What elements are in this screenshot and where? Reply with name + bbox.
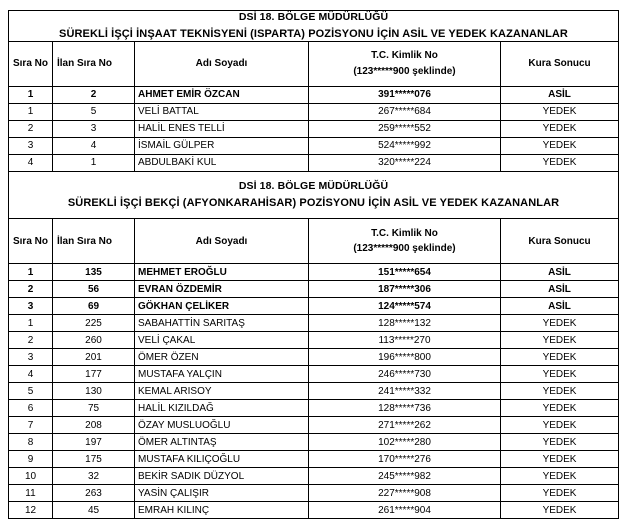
section-title-row <box>9 11 619 42</box>
cell-ilan-sira-no: 3 <box>53 120 135 137</box>
cell-kura-sonucu: YEDEK <box>501 120 619 137</box>
cell-kura-sonucu: YEDEK <box>501 417 619 434</box>
cell-kura-sonucu: YEDEK <box>501 383 619 400</box>
table-row <box>9 86 619 103</box>
section-title-row <box>9 171 619 219</box>
cell-tc-kimlik-no: 128*****132 <box>309 315 501 332</box>
table-row <box>9 485 619 502</box>
cell-adi-soyadi: HALİL KIZILDAĞ <box>135 400 309 417</box>
column-header-sira-no: Sıra No <box>9 219 53 264</box>
cell-tc-kimlik-no: 524*****992 <box>309 137 501 154</box>
table-row <box>9 434 619 451</box>
cell-ilan-sira-no: 32 <box>53 468 135 485</box>
cell-tc-kimlik-no: 271*****262 <box>309 417 501 434</box>
cell-sira-no: 1 <box>9 264 53 281</box>
cell-kura-sonucu: YEDEK <box>501 137 619 154</box>
cell-sira-no: 6 <box>9 400 53 417</box>
column-header-kura-sonucu: Kura Sonucu <box>501 219 619 264</box>
cell-tc-kimlik-no: 227*****908 <box>309 485 501 502</box>
column-header-adi-soyadi: Adı Soyadı <box>135 219 309 264</box>
section-2-title-line1: DSİ 18. BÖLGE MÜDÜRLÜĞÜ <box>238 179 389 192</box>
cell-ilan-sira-no: 263 <box>53 485 135 502</box>
sheet-body <box>9 11 619 519</box>
table-row <box>9 137 619 154</box>
cell-tc-kimlik-no: 128*****736 <box>309 400 501 417</box>
cell-sira-no: 4 <box>9 366 53 383</box>
cell-sira-no: 1 <box>9 103 53 120</box>
section-1-title-line1: DSİ 18. BÖLGE MÜDÜRLÜĞÜ <box>238 11 389 23</box>
cell-sira-no: 7 <box>9 417 53 434</box>
cell-sira-no: 2 <box>9 120 53 137</box>
cell-ilan-sira-no: 201 <box>53 349 135 366</box>
cell-sira-no: 8 <box>9 434 53 451</box>
table-row <box>9 332 619 349</box>
cell-kura-sonucu: YEDEK <box>501 468 619 485</box>
cell-kura-sonucu: YEDEK <box>501 315 619 332</box>
table-row <box>9 298 619 315</box>
cell-adi-soyadi: HALİL ENES TELLİ <box>135 120 309 137</box>
cell-sira-no: 3 <box>9 137 53 154</box>
cell-adi-soyadi: YASİN ÇALIŞIR <box>135 485 309 502</box>
cell-ilan-sira-no: 260 <box>53 332 135 349</box>
cell-adi-soyadi: İSMAİL GÜLPER <box>135 137 309 154</box>
section-1-title <box>9 11 619 42</box>
cell-adi-soyadi: VELİ BATTAL <box>135 103 309 120</box>
section-2-title <box>9 171 619 219</box>
cell-adi-soyadi: ÖMER ÖZEN <box>135 349 309 366</box>
cell-ilan-sira-no: 75 <box>53 400 135 417</box>
cell-adi-soyadi: VELİ ÇAKAL <box>135 332 309 349</box>
cell-adi-soyadi: ÖZAY MUSLUOĞLU <box>135 417 309 434</box>
cell-kura-sonucu: YEDEK <box>501 332 619 349</box>
cell-sira-no: 3 <box>9 298 53 315</box>
table-row <box>9 417 619 434</box>
cell-adi-soyadi: ÖMER ALTINTAŞ <box>135 434 309 451</box>
cell-kura-sonucu: ASİL <box>501 281 619 298</box>
cell-kura-sonucu: YEDEK <box>501 366 619 383</box>
cell-adi-soyadi: EVRAN ÖZDEMİR <box>135 281 309 298</box>
cell-adi-soyadi: KEMAL ARISOY <box>135 383 309 400</box>
cell-adi-soyadi: MEHMET EROĞLU <box>135 264 309 281</box>
table-row <box>9 103 619 120</box>
cell-kura-sonucu: YEDEK <box>501 400 619 417</box>
column-header-adi-soyadi: Adı Soyadı <box>135 41 309 86</box>
cell-tc-kimlik-no: 151*****654 <box>309 264 501 281</box>
cell-ilan-sira-no: 225 <box>53 315 135 332</box>
cell-sira-no: 11 <box>9 485 53 502</box>
cell-ilan-sira-no: 2 <box>53 86 135 103</box>
cell-tc-kimlik-no: 267*****684 <box>309 103 501 120</box>
cell-tc-kimlik-no: 246*****730 <box>309 366 501 383</box>
cell-tc-kimlik-no: 170*****276 <box>309 451 501 468</box>
cell-ilan-sira-no: 4 <box>53 137 135 154</box>
cell-adi-soyadi: SABAHATTİN SARITAŞ <box>135 315 309 332</box>
section-1-title-line2: SÜREKLİ İŞÇİ İNŞAAT TEKNİSYENİ (ISPARTA) POZİSYONU İÇİN ASİL VE YEDEK KAZANANLAR <box>59 28 568 41</box>
section-2-title-line2: SÜREKLİ İŞÇİ BEKÇİ (AFYONKARAHİSAR) POZİSYONU İÇİN ASİL VE YEDEK KAZANANLAR <box>67 196 560 209</box>
cell-tc-kimlik-no: 320*****224 <box>309 154 501 171</box>
cell-adi-soyadi: ABDULBAKİ KUL <box>135 154 309 171</box>
cell-sira-no: 10 <box>9 468 53 485</box>
cell-sira-no: 12 <box>9 502 53 519</box>
cell-ilan-sira-no: 208 <box>53 417 135 434</box>
table-row <box>9 349 619 366</box>
cell-kura-sonucu: YEDEK <box>501 349 619 366</box>
cell-sira-no: 2 <box>9 332 53 349</box>
cell-sira-no: 9 <box>9 451 53 468</box>
cell-sira-no: 5 <box>9 383 53 400</box>
cell-ilan-sira-no: 45 <box>53 502 135 519</box>
cell-kura-sonucu: YEDEK <box>501 154 619 171</box>
cell-tc-kimlik-no: 261*****904 <box>309 502 501 519</box>
table-row <box>9 468 619 485</box>
table-row <box>9 281 619 298</box>
cell-ilan-sira-no: 5 <box>53 103 135 120</box>
section-1-header-row <box>9 41 619 86</box>
cell-sira-no: 1 <box>9 315 53 332</box>
cell-adi-soyadi: MUSTAFA KILIÇOĞLU <box>135 451 309 468</box>
cell-kura-sonucu: YEDEK <box>501 103 619 120</box>
table-row <box>9 451 619 468</box>
column-header-ilan-sira-no: İlan Sıra No <box>53 219 135 264</box>
column-header-ilan-sira-no: İlan Sıra No <box>53 41 135 86</box>
cell-tc-kimlik-no: 187*****306 <box>309 281 501 298</box>
tc-header-sub: (123*****900 şeklinde) <box>353 243 456 255</box>
cell-tc-kimlik-no: 124*****574 <box>309 298 501 315</box>
cell-adi-soyadi: GÖKHAN ÇELİKER <box>135 298 309 315</box>
column-header-tc-kimlik-no <box>309 219 501 264</box>
cell-ilan-sira-no: 197 <box>53 434 135 451</box>
cell-sira-no: 3 <box>9 349 53 366</box>
column-header-kura-sonucu: Kura Sonucu <box>501 41 619 86</box>
cell-tc-kimlik-no: 259*****552 <box>309 120 501 137</box>
table-row <box>9 154 619 171</box>
cell-kura-sonucu: YEDEK <box>501 451 619 468</box>
cell-tc-kimlik-no: 113*****270 <box>309 332 501 349</box>
cell-kura-sonucu: YEDEK <box>501 485 619 502</box>
table-row <box>9 315 619 332</box>
cell-tc-kimlik-no: 391*****076 <box>309 86 501 103</box>
tc-header-main: T.C. Kimlik No <box>371 50 438 62</box>
table-row <box>9 400 619 417</box>
cell-kura-sonucu: ASİL <box>501 86 619 103</box>
cell-kura-sonucu: YEDEK <box>501 502 619 519</box>
cell-ilan-sira-no: 135 <box>53 264 135 281</box>
cell-tc-kimlik-no: 245*****982 <box>309 468 501 485</box>
cell-ilan-sira-no: 69 <box>53 298 135 315</box>
tc-header-main: T.C. Kimlik No <box>371 227 438 239</box>
cell-kura-sonucu: ASİL <box>501 264 619 281</box>
cell-ilan-sira-no: 1 <box>53 154 135 171</box>
table-row <box>9 264 619 281</box>
cell-sira-no: 4 <box>9 154 53 171</box>
cell-ilan-sira-no: 177 <box>53 366 135 383</box>
table-row <box>9 383 619 400</box>
column-header-sira-no: Sıra No <box>9 41 53 86</box>
cell-adi-soyadi: AHMET EMİR ÖZCAN <box>135 86 309 103</box>
cell-ilan-sira-no: 56 <box>53 281 135 298</box>
cell-tc-kimlik-no: 241*****332 <box>309 383 501 400</box>
cell-adi-soyadi: BEKİR SADIK DÜZYOL <box>135 468 309 485</box>
cell-adi-soyadi: MUSTAFA YALÇIN <box>135 366 309 383</box>
tc-header-sub: (123*****900 şeklinde) <box>353 65 456 77</box>
cell-adi-soyadi: EMRAH KILINÇ <box>135 502 309 519</box>
table-row <box>9 120 619 137</box>
cell-sira-no: 2 <box>9 281 53 298</box>
cell-tc-kimlik-no: 102*****280 <box>309 434 501 451</box>
cell-sira-no: 1 <box>9 86 53 103</box>
cell-ilan-sira-no: 175 <box>53 451 135 468</box>
table-row <box>9 366 619 383</box>
results-sheet <box>8 10 619 519</box>
cell-kura-sonucu: YEDEK <box>501 434 619 451</box>
cell-ilan-sira-no: 130 <box>53 383 135 400</box>
cell-kura-sonucu: ASİL <box>501 298 619 315</box>
section-2-header-row <box>9 219 619 264</box>
cell-tc-kimlik-no: 196*****800 <box>309 349 501 366</box>
column-header-tc-kimlik-no <box>309 41 501 86</box>
table-row <box>9 502 619 519</box>
